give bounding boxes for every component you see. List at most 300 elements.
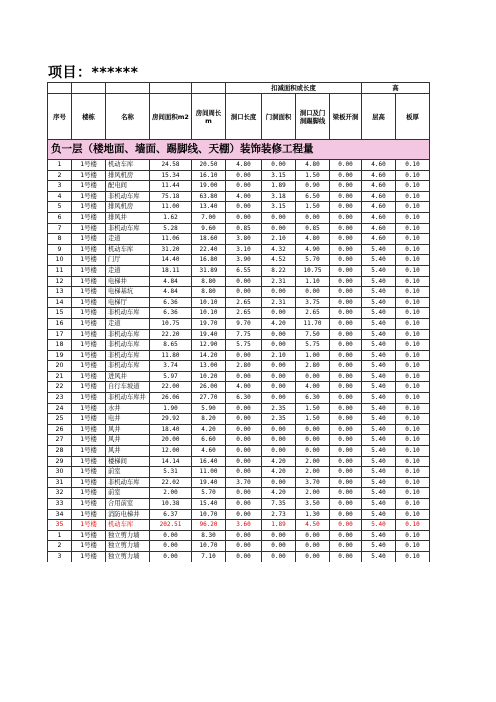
table-row bbox=[48, 509, 430, 520]
cell-seq: 14 bbox=[48, 297, 72, 308]
cell-opening-skirt: 5.75 bbox=[296, 340, 330, 351]
cell-seq: 9 bbox=[48, 244, 72, 255]
cell-floor-height: 5.40 bbox=[362, 255, 396, 266]
cell-building: 1号楼 bbox=[72, 382, 106, 393]
table-row bbox=[48, 477, 430, 488]
cell-room-area: 26.06 bbox=[150, 393, 192, 404]
cell-seq: 19 bbox=[48, 350, 72, 361]
cell-room-area: 12.00 bbox=[150, 446, 192, 457]
header-room-area: 房间面积m2 bbox=[150, 94, 192, 140]
cell-room-area: 75.18 bbox=[150, 191, 192, 202]
cell-name: 电梯厅 bbox=[106, 297, 150, 308]
table-row bbox=[48, 541, 430, 552]
cell-seq: 33 bbox=[48, 499, 72, 510]
cell-slab-thickness: 0.10 bbox=[396, 191, 430, 202]
cell-building: 1号楼 bbox=[72, 160, 106, 171]
table-row bbox=[48, 520, 430, 531]
cell-beam-skirt: 0.00 bbox=[330, 318, 362, 329]
cell-opening-skirt: 3.75 bbox=[296, 297, 330, 308]
cell-name: 机动车库 bbox=[106, 244, 150, 255]
cell-door-area: 3.15 bbox=[262, 202, 296, 213]
cell-floor-height: 5.40 bbox=[362, 244, 396, 255]
cell-floor-height: 4.60 bbox=[362, 212, 396, 223]
cell-name: 独立剪力墙 bbox=[106, 541, 150, 552]
cell-seq: 2 bbox=[48, 541, 72, 552]
header-slab-thickness: 板厚 bbox=[396, 94, 430, 140]
cell-room-area: 10.38 bbox=[150, 499, 192, 510]
cell-room-perimeter: 19.40 bbox=[192, 329, 226, 340]
cell-name: 前室 bbox=[106, 488, 150, 499]
cell-slab-thickness: 0.10 bbox=[396, 287, 430, 298]
cell-slab-thickness: 0.10 bbox=[396, 488, 430, 499]
cell-name: 前室 bbox=[106, 467, 150, 478]
table-row bbox=[48, 308, 430, 319]
cell-building: 1号楼 bbox=[72, 435, 106, 446]
cell-opening-skirt: 4.00 bbox=[296, 382, 330, 393]
cell-beam-skirt: 0.00 bbox=[330, 234, 362, 245]
cell-opening-skirt: 0.00 bbox=[296, 371, 330, 382]
cell-room-area: 24.58 bbox=[150, 160, 192, 171]
cell-name: 走道 bbox=[106, 318, 150, 329]
cell-seq: 3 bbox=[48, 551, 72, 561]
cell-opening-skirt: 1.50 bbox=[296, 403, 330, 414]
cell-floor-height: 5.40 bbox=[362, 350, 396, 361]
cell-building: 1号楼 bbox=[72, 223, 106, 234]
cell-building: 1号楼 bbox=[72, 202, 106, 213]
cell-room-area: 11.80 bbox=[150, 350, 192, 361]
cell-seq: 2 bbox=[48, 170, 72, 181]
table-row bbox=[48, 551, 430, 561]
cell-room-area: 3.74 bbox=[150, 361, 192, 372]
cell-room-perimeter: 8.30 bbox=[192, 530, 226, 541]
cell-beam-skirt: 0.00 bbox=[330, 244, 362, 255]
cell-opening-length: 3.70 bbox=[226, 477, 262, 488]
cell-seq: 30 bbox=[48, 467, 72, 478]
cell-room-perimeter: 13.40 bbox=[192, 202, 226, 213]
cell-room-perimeter: 14.20 bbox=[192, 350, 226, 361]
cell-building: 1号楼 bbox=[72, 255, 106, 266]
cell-opening-length: 0.00 bbox=[226, 403, 262, 414]
cell-opening-skirt: 2.00 bbox=[296, 467, 330, 478]
cell-building: 1号楼 bbox=[72, 244, 106, 255]
cell-building: 1号楼 bbox=[72, 287, 106, 298]
cell-floor-height: 5.40 bbox=[362, 308, 396, 319]
cell-room-perimeter: 16.40 bbox=[192, 456, 226, 467]
cell-door-area: 2.35 bbox=[262, 414, 296, 425]
table-row bbox=[48, 371, 430, 382]
header-seq: 序号 bbox=[48, 94, 72, 140]
cell-opening-skirt: 0.00 bbox=[296, 212, 330, 223]
cell-building: 1号楼 bbox=[72, 456, 106, 467]
cell-slab-thickness: 0.10 bbox=[396, 223, 430, 234]
cell-name: 配电间 bbox=[106, 181, 150, 192]
table-row bbox=[48, 223, 430, 234]
cell-building: 1号楼 bbox=[72, 530, 106, 541]
cell-room-perimeter: 11.00 bbox=[192, 467, 226, 478]
cell-opening-skirt: 5.70 bbox=[296, 255, 330, 266]
cell-room-area: 20.00 bbox=[150, 435, 192, 446]
cell-building: 1号楼 bbox=[72, 350, 106, 361]
table-row bbox=[48, 456, 430, 467]
cell-building: 1号楼 bbox=[72, 393, 106, 404]
cell-beam-skirt: 0.00 bbox=[330, 435, 362, 446]
cell-seq: 26 bbox=[48, 424, 72, 435]
cell-seq: 12 bbox=[48, 276, 72, 287]
cell-beam-skirt: 0.00 bbox=[330, 255, 362, 266]
cell-floor-height: 5.40 bbox=[362, 318, 396, 329]
cell-room-area: 5.97 bbox=[150, 371, 192, 382]
cell-seq: 10 bbox=[48, 255, 72, 266]
cell-room-perimeter: 19.00 bbox=[192, 181, 226, 192]
table-row bbox=[48, 287, 430, 298]
cell-room-area: 6.36 bbox=[150, 308, 192, 319]
cell-opening-length: 5.75 bbox=[226, 340, 262, 351]
cell-building: 1号楼 bbox=[72, 424, 106, 435]
cell-opening-skirt: 2.65 bbox=[296, 308, 330, 319]
cell-slab-thickness: 0.10 bbox=[396, 477, 430, 488]
cell-name: 非机动车库 bbox=[106, 223, 150, 234]
cell-floor-height: 4.60 bbox=[362, 234, 396, 245]
cell-name: 走道 bbox=[106, 234, 150, 245]
cell-seq: 22 bbox=[48, 382, 72, 393]
cell-name: 电井 bbox=[106, 414, 150, 425]
cell-door-area: 7.35 bbox=[262, 499, 296, 510]
cell-room-area: 11.06 bbox=[150, 234, 192, 245]
cell-room-area: 4.84 bbox=[150, 276, 192, 287]
cell-floor-height: 5.40 bbox=[362, 467, 396, 478]
cell-slab-thickness: 0.10 bbox=[396, 340, 430, 351]
cell-slab-thickness: 0.10 bbox=[396, 393, 430, 404]
cell-opening-length: 0.00 bbox=[226, 488, 262, 499]
cell-building: 1号楼 bbox=[72, 488, 106, 499]
cell-room-perimeter: 22.40 bbox=[192, 244, 226, 255]
cell-beam-skirt: 0.00 bbox=[330, 382, 362, 393]
cell-door-area: 4.52 bbox=[262, 255, 296, 266]
cell-room-perimeter: 9.60 bbox=[192, 223, 226, 234]
cell-door-area: 2.31 bbox=[262, 276, 296, 287]
header-name: 名称 bbox=[106, 94, 150, 140]
cell-building: 1号楼 bbox=[72, 308, 106, 319]
cell-beam-skirt: 0.00 bbox=[330, 308, 362, 319]
cell-opening-length: 0.00 bbox=[226, 287, 262, 298]
cell-floor-height: 5.40 bbox=[362, 456, 396, 467]
cell-floor-height: 5.40 bbox=[362, 297, 396, 308]
cell-floor-height: 5.40 bbox=[362, 403, 396, 414]
cell-building: 1号楼 bbox=[72, 371, 106, 382]
table-row bbox=[48, 435, 430, 446]
cell-slab-thickness: 0.10 bbox=[396, 382, 430, 393]
cell-floor-height: 5.40 bbox=[362, 499, 396, 510]
cell-door-area: 0.00 bbox=[262, 424, 296, 435]
cell-room-perimeter: 7.10 bbox=[192, 551, 226, 561]
table-row bbox=[48, 234, 430, 245]
cell-name: 非机动车库 bbox=[106, 329, 150, 340]
table-row bbox=[48, 446, 430, 457]
cell-seq: 15 bbox=[48, 308, 72, 319]
cell-name: 排风机房 bbox=[106, 202, 150, 213]
cell-floor-height: 4.60 bbox=[362, 202, 396, 213]
page-title: 项目：****** bbox=[48, 65, 139, 81]
cell-room-perimeter: 5.90 bbox=[192, 403, 226, 414]
table-row bbox=[48, 340, 430, 351]
cell-room-area: 11.44 bbox=[150, 181, 192, 192]
cell-opening-length: 0.00 bbox=[226, 551, 262, 561]
cell-name: 楼梯间 bbox=[106, 456, 150, 467]
cell-slab-thickness: 0.10 bbox=[396, 350, 430, 361]
cell-opening-skirt: 0.85 bbox=[296, 223, 330, 234]
cell-name: 电梯井 bbox=[106, 276, 150, 287]
cell-building: 1号楼 bbox=[72, 520, 106, 531]
cell-beam-skirt: 0.00 bbox=[330, 340, 362, 351]
header-door-area: 门洞面积 bbox=[262, 94, 296, 140]
cell-room-area: 14.40 bbox=[150, 255, 192, 266]
cell-beam-skirt: 0.00 bbox=[330, 488, 362, 499]
cell-opening-length: 0.00 bbox=[226, 446, 262, 457]
table-row bbox=[48, 181, 430, 192]
cell-slab-thickness: 0.10 bbox=[396, 520, 430, 531]
cell-slab-thickness: 0.10 bbox=[396, 403, 430, 414]
cell-room-perimeter: 16.80 bbox=[192, 255, 226, 266]
cell-opening-skirt: 2.80 bbox=[296, 361, 330, 372]
cell-room-area: 1.62 bbox=[150, 212, 192, 223]
cell-seq: 20 bbox=[48, 361, 72, 372]
cell-building: 1号楼 bbox=[72, 265, 106, 276]
cell-opening-length: 0.00 bbox=[226, 202, 262, 213]
cell-slab-thickness: 0.10 bbox=[396, 170, 430, 181]
cell-opening-skirt: 1.50 bbox=[296, 170, 330, 181]
cell-building: 1号楼 bbox=[72, 212, 106, 223]
cell-room-perimeter: 18.60 bbox=[192, 234, 226, 245]
cell-floor-height: 5.40 bbox=[362, 276, 396, 287]
cell-floor-height: 5.40 bbox=[362, 287, 396, 298]
cell-door-area: 0.00 bbox=[262, 551, 296, 561]
cell-opening-length: 0.00 bbox=[226, 350, 262, 361]
cell-beam-skirt: 0.00 bbox=[330, 551, 362, 561]
cell-floor-height: 5.40 bbox=[362, 446, 396, 457]
cell-name: 风井 bbox=[106, 435, 150, 446]
cell-seq: 24 bbox=[48, 403, 72, 414]
section-title: 负一层（楼地面、墙面、踢脚线、天棚）装饰装修工程量 bbox=[48, 140, 430, 160]
cell-seq: 23 bbox=[48, 393, 72, 404]
cell-floor-height: 4.60 bbox=[362, 170, 396, 181]
cell-beam-skirt: 0.00 bbox=[330, 170, 362, 181]
cell-room-perimeter: 26.00 bbox=[192, 382, 226, 393]
cell-room-area: 11.00 bbox=[150, 202, 192, 213]
cell-room-area: 22.02 bbox=[150, 477, 192, 488]
table-row bbox=[48, 499, 430, 510]
cell-door-area: 0.00 bbox=[262, 160, 296, 171]
cell-door-area: 0.00 bbox=[262, 308, 296, 319]
cell-beam-skirt: 0.00 bbox=[330, 509, 362, 520]
cell-beam-skirt: 0.00 bbox=[330, 467, 362, 478]
table-row bbox=[48, 414, 430, 425]
cell-slab-thickness: 0.10 bbox=[396, 329, 430, 340]
cell-room-area: 22.20 bbox=[150, 329, 192, 340]
cell-door-area: 8.22 bbox=[262, 265, 296, 276]
cell-building: 1号楼 bbox=[72, 467, 106, 478]
cell-door-area: 4.32 bbox=[262, 244, 296, 255]
cell-opening-skirt: 1.00 bbox=[296, 350, 330, 361]
cell-beam-skirt: 0.00 bbox=[330, 530, 362, 541]
cell-name: 非机动车库 bbox=[106, 340, 150, 351]
cell-door-area: 0.00 bbox=[262, 340, 296, 351]
cell-opening-length: 3.60 bbox=[226, 520, 262, 531]
header-building: 楼栋 bbox=[72, 94, 106, 140]
cell-room-area: 18.11 bbox=[150, 265, 192, 276]
cell-name: 独立剪力墙 bbox=[106, 530, 150, 541]
cell-floor-height: 5.40 bbox=[362, 361, 396, 372]
cell-room-perimeter: 16.10 bbox=[192, 170, 226, 181]
cell-opening-skirt: 6.50 bbox=[296, 191, 330, 202]
cell-slab-thickness: 0.10 bbox=[396, 551, 430, 561]
cell-beam-skirt: 0.00 bbox=[330, 403, 362, 414]
cell-door-area: 2.31 bbox=[262, 297, 296, 308]
cell-opening-skirt: 6.30 bbox=[296, 393, 330, 404]
cell-name: 非机动车库 bbox=[106, 191, 150, 202]
cell-beam-skirt: 0.00 bbox=[330, 160, 362, 171]
cell-room-perimeter: 31.89 bbox=[192, 265, 226, 276]
cell-building: 1号楼 bbox=[72, 403, 106, 414]
cell-room-perimeter: 4.20 bbox=[192, 424, 226, 435]
cell-seq: 35 bbox=[48, 520, 72, 531]
cell-opening-skirt: 10.75 bbox=[296, 265, 330, 276]
cell-slab-thickness: 0.10 bbox=[396, 414, 430, 425]
cell-seq: 25 bbox=[48, 414, 72, 425]
cell-name: 合用前室 bbox=[106, 499, 150, 510]
cell-door-area: 2.35 bbox=[262, 403, 296, 414]
header-opening-skirt: 洞口及门洞踢脚线 bbox=[296, 94, 330, 140]
cell-floor-height: 5.40 bbox=[362, 509, 396, 520]
cell-opening-length: 0.00 bbox=[226, 530, 262, 541]
cell-slab-thickness: 0.10 bbox=[396, 276, 430, 287]
cell-beam-skirt: 0.00 bbox=[330, 350, 362, 361]
cell-building: 1号楼 bbox=[72, 541, 106, 552]
cell-floor-height: 5.40 bbox=[362, 530, 396, 541]
table-row bbox=[48, 329, 430, 340]
cell-opening-skirt: 4.90 bbox=[296, 244, 330, 255]
cell-seq: 6 bbox=[48, 212, 72, 223]
cell-opening-length: 2.80 bbox=[226, 361, 262, 372]
cell-floor-height: 4.60 bbox=[362, 160, 396, 171]
cell-slab-thickness: 0.10 bbox=[396, 308, 430, 319]
cell-opening-skirt: 1.50 bbox=[296, 202, 330, 213]
cell-floor-height: 5.40 bbox=[362, 265, 396, 276]
cell-seq: 18 bbox=[48, 340, 72, 351]
cell-seq: 3 bbox=[48, 181, 72, 192]
cell-room-perimeter: 15.40 bbox=[192, 499, 226, 510]
cell-room-area: 1.90 bbox=[150, 403, 192, 414]
cell-building: 1号楼 bbox=[72, 340, 106, 351]
cell-room-perimeter: 13.00 bbox=[192, 361, 226, 372]
cell-opening-skirt: 2.00 bbox=[296, 488, 330, 499]
cell-beam-skirt: 0.00 bbox=[330, 181, 362, 192]
cell-seq: 5 bbox=[48, 202, 72, 213]
cell-opening-length: 0.00 bbox=[226, 212, 262, 223]
cell-name: 非机动车库 bbox=[106, 308, 150, 319]
cell-seq: 17 bbox=[48, 329, 72, 340]
cell-name: 非机动车库 bbox=[106, 361, 150, 372]
cell-building: 1号楼 bbox=[72, 329, 106, 340]
cell-beam-skirt: 0.00 bbox=[330, 276, 362, 287]
header-height-group: 高 bbox=[362, 83, 430, 94]
cell-beam-skirt: 0.00 bbox=[330, 520, 362, 531]
cell-opening-length: 3.80 bbox=[226, 234, 262, 245]
cell-opening-skirt: 2.00 bbox=[296, 456, 330, 467]
cell-opening-skirt: 4.80 bbox=[296, 234, 330, 245]
cell-opening-skirt: 0.00 bbox=[296, 530, 330, 541]
table-row bbox=[48, 265, 430, 276]
cell-door-area: 0.00 bbox=[262, 212, 296, 223]
cell-floor-height: 5.40 bbox=[362, 414, 396, 425]
cell-room-area: 29.92 bbox=[150, 414, 192, 425]
cell-room-area: 0.00 bbox=[150, 551, 192, 561]
cell-opening-skirt: 0.00 bbox=[296, 424, 330, 435]
cell-name: 机动车库 bbox=[106, 520, 150, 531]
cell-room-area: 0.00 bbox=[150, 530, 192, 541]
cell-door-area: 3.18 bbox=[262, 191, 296, 202]
cell-floor-height: 5.40 bbox=[362, 488, 396, 499]
cell-door-area: 0.00 bbox=[262, 541, 296, 552]
cell-name: 风井 bbox=[106, 446, 150, 457]
cell-door-area: 0.00 bbox=[262, 393, 296, 404]
cell-door-area: 4.20 bbox=[262, 456, 296, 467]
cell-opening-skirt: 11.70 bbox=[296, 318, 330, 329]
cell-room-area: 8.65 bbox=[150, 340, 192, 351]
cell-door-area: 0.00 bbox=[262, 223, 296, 234]
cell-beam-skirt: 0.00 bbox=[330, 456, 362, 467]
cell-name: 非机动车库 bbox=[106, 350, 150, 361]
cell-opening-skirt: 1.10 bbox=[296, 276, 330, 287]
table-row bbox=[48, 191, 430, 202]
cell-slab-thickness: 0.10 bbox=[396, 265, 430, 276]
table-row bbox=[48, 160, 430, 171]
cell-floor-height: 5.40 bbox=[362, 477, 396, 488]
cell-room-area: 18.40 bbox=[150, 424, 192, 435]
cell-building: 1号楼 bbox=[72, 499, 106, 510]
cell-floor-height: 5.40 bbox=[362, 520, 396, 531]
cell-name: 门厅 bbox=[106, 255, 150, 266]
table-row bbox=[48, 424, 430, 435]
cell-opening-length: 0.00 bbox=[226, 541, 262, 552]
cell-opening-length: 2.65 bbox=[226, 308, 262, 319]
cell-floor-height: 5.40 bbox=[362, 541, 396, 552]
cell-name: 机动车库 bbox=[106, 160, 150, 171]
cell-opening-length: 4.00 bbox=[226, 382, 262, 393]
cell-room-perimeter: 63.80 bbox=[192, 191, 226, 202]
cell-door-area: 0.00 bbox=[262, 382, 296, 393]
table-row bbox=[48, 202, 430, 213]
cell-door-area: 0.00 bbox=[262, 287, 296, 298]
cell-seq: 13 bbox=[48, 287, 72, 298]
cell-building: 1号楼 bbox=[72, 191, 106, 202]
cell-seq: 11 bbox=[48, 265, 72, 276]
cell-room-area: 6.36 bbox=[150, 297, 192, 308]
cell-seq: 16 bbox=[48, 318, 72, 329]
table-row bbox=[48, 170, 430, 181]
header-beam-skirt: 梁板开洞 bbox=[330, 94, 362, 140]
cell-room-perimeter: 8.80 bbox=[192, 287, 226, 298]
cell-beam-skirt: 0.00 bbox=[330, 499, 362, 510]
cell-room-perimeter: 5.70 bbox=[192, 488, 226, 499]
cell-building: 1号楼 bbox=[72, 414, 106, 425]
cell-room-perimeter: 10.10 bbox=[192, 297, 226, 308]
cell-room-perimeter: 4.60 bbox=[192, 446, 226, 457]
cell-opening-skirt: 0.00 bbox=[296, 541, 330, 552]
header-group-row bbox=[48, 83, 430, 94]
cell-name: 风井 bbox=[106, 424, 150, 435]
cell-room-area: 10.75 bbox=[150, 318, 192, 329]
cell-floor-height: 5.40 bbox=[362, 371, 396, 382]
